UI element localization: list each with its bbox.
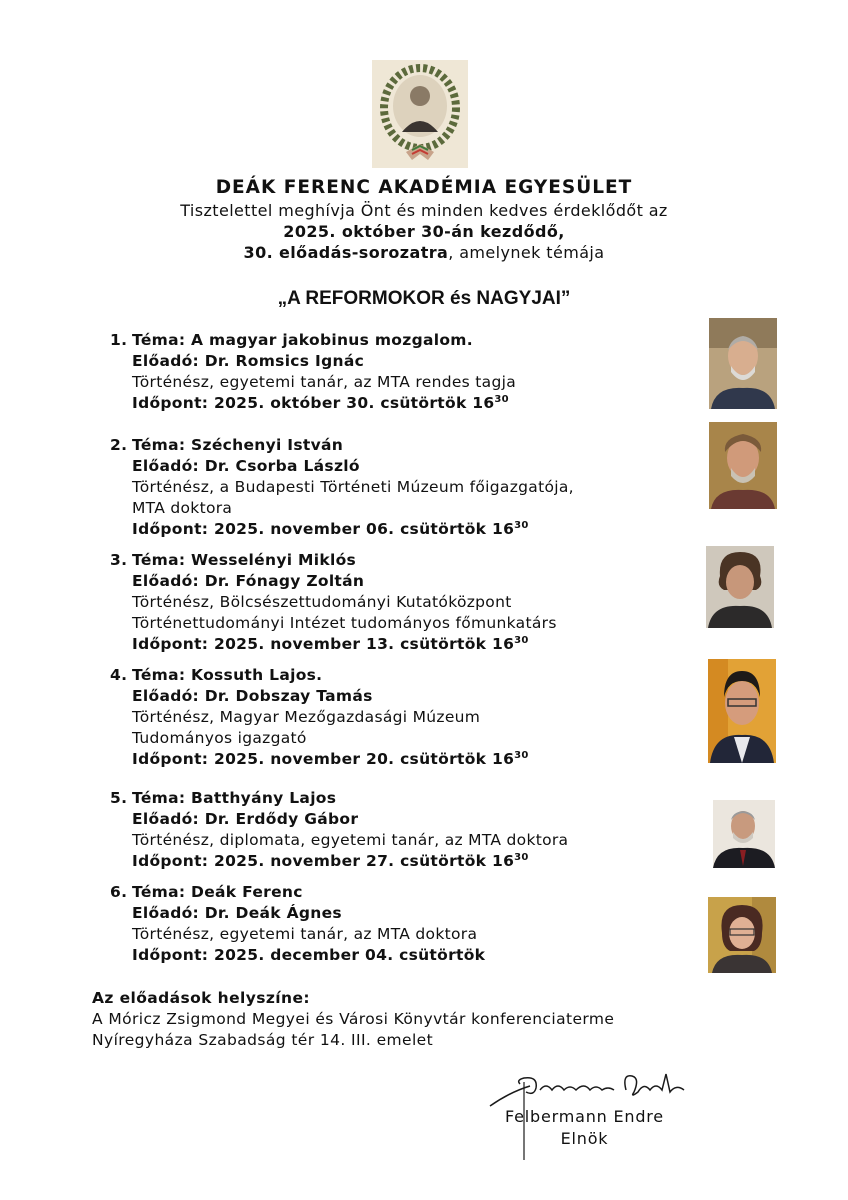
lecture-topic: Téma: Kossuth Lajos.: [132, 666, 323, 684]
lecture-description: Történész, a Budapesti Történeti Múzeum főigazgatója,: [132, 478, 574, 496]
lecture-time: Időpont: 2025. november 27. csütörtök $16^{30}$: [132, 851, 529, 870]
lecture-description: Tudományos igazgató: [132, 729, 307, 747]
venue-line-1: A Móricz Zsigmond Megyei és Városi Könyvtár konferenciaterme: [92, 1010, 615, 1028]
lecture-description: Történész, Bölcsészettudományi Kutatóközpont: [132, 593, 512, 611]
venue-section: [92, 988, 792, 1051]
speaker-photo-fonagy: [706, 546, 774, 628]
signatory-name: Felbermann Endre: [505, 1107, 664, 1126]
lecture-topic: Téma: Batthyány Lajos: [132, 789, 337, 807]
venue-line-2: Nyíregyháza Szabadság tér 14. III. emelet: [92, 1031, 434, 1049]
invitation-date-line: 2025. október 30-án kezdődő,: [283, 222, 565, 241]
series-title: „A REFORMOKOR és NAGYJAI”: [277, 288, 571, 309]
portrait-crest-image: [372, 60, 468, 168]
lecture-2: [110, 435, 690, 540]
lecture-speaker: Előadó: Dr. Csorba László: [132, 457, 360, 475]
lecture-number: 5.: [110, 789, 128, 807]
lecture-description: Történész, egyetemi tanár, az MTA rendes tagja: [132, 373, 517, 391]
lecture-topic: Téma: Wesselényi Miklós: [132, 551, 357, 569]
lecture-topic: Téma: Széchenyi István: [132, 436, 344, 454]
lecture-1: [110, 330, 690, 414]
lecture-description: MTA doktora: [132, 499, 233, 517]
lecture-time: Időpont: 2025. november 06. csütörtök $16^{30}$: [132, 519, 529, 538]
venue-label: Az előadások helyszíne:: [92, 989, 310, 1007]
signatory-title: Elnök: [560, 1129, 609, 1148]
lecture-speaker: Előadó: Dr. Fónagy Zoltán: [132, 572, 365, 590]
series-number: 30. előadás-sorozatra: [243, 243, 449, 262]
lecture-number: 2.: [110, 436, 128, 454]
speaker-photo-csorba: [709, 422, 777, 509]
lecture-4: [110, 665, 690, 770]
speaker-photo-dobszay: [708, 659, 776, 763]
time-minutes: 30: [514, 851, 529, 863]
lecture-topic: Téma: Deák Ferenc: [132, 883, 303, 901]
lecture-description: Történész, egyetemi tanár, az MTA doktora: [132, 925, 478, 943]
lecture-speaker: Előadó: Dr. Romsics Ignác: [132, 352, 365, 370]
invitation-header: [0, 176, 848, 263]
speaker-photo-erdody: [713, 800, 775, 868]
signatory: [505, 1106, 664, 1150]
lecture-time: Időpont: 2025. december 04. csütörtök: [132, 946, 486, 964]
organization-name: DEÁK FERENC AKADÉMIA EGYESÜLET: [215, 177, 633, 198]
time-minutes: 30: [514, 634, 529, 646]
time-minutes: 30: [494, 393, 509, 405]
lecture-6: [110, 882, 690, 966]
lecture-speaker: Előadó: Dr. Erdődy Gábor: [132, 810, 359, 828]
lecture-number: 6.: [110, 883, 128, 901]
lecture-5: [110, 788, 690, 872]
time-minutes: 30: [514, 519, 529, 531]
lecture-time: Időpont: 2025. október 30. csütörtök $16^{30}$: [132, 393, 509, 412]
lecture-number: 1.: [110, 331, 128, 349]
lecture-description: Történész, diplomata, egyetemi tanár, az MTA doktora: [132, 831, 569, 849]
invitation-line-1: Tisztelettel meghívja Önt és minden kedves érdeklődőt az: [180, 201, 668, 220]
lecture-speaker: Előadó: Dr. Deák Ágnes: [132, 904, 342, 922]
series-theme-label: , amelynek témája: [448, 243, 605, 262]
speaker-photo-deak: [708, 897, 776, 973]
time-minutes: 30: [514, 749, 529, 761]
lecture-topic: Téma: A magyar jakobinus mozgalom.: [132, 331, 473, 349]
lecture-time: Időpont: 2025. november 13. csütörtök $16^{30}$: [132, 634, 529, 653]
invitation-series-line: [0, 242, 848, 263]
lecture-time: Időpont: 2025. november 20. csütörtök $16^{30}$: [132, 749, 529, 768]
lecture-number: 3.: [110, 551, 128, 569]
lecture-description: Történettudományi Intézet tudományos főmunkatárs: [132, 614, 557, 632]
speaker-photo-romsics: [709, 318, 777, 409]
lecture-3: [110, 550, 690, 655]
lecture-speaker: Előadó: Dr. Dobszay Tamás: [132, 687, 373, 705]
lecture-description: Történész, Magyar Mezőgazdasági Múzeum: [132, 708, 481, 726]
lecture-number: 4.: [110, 666, 128, 684]
